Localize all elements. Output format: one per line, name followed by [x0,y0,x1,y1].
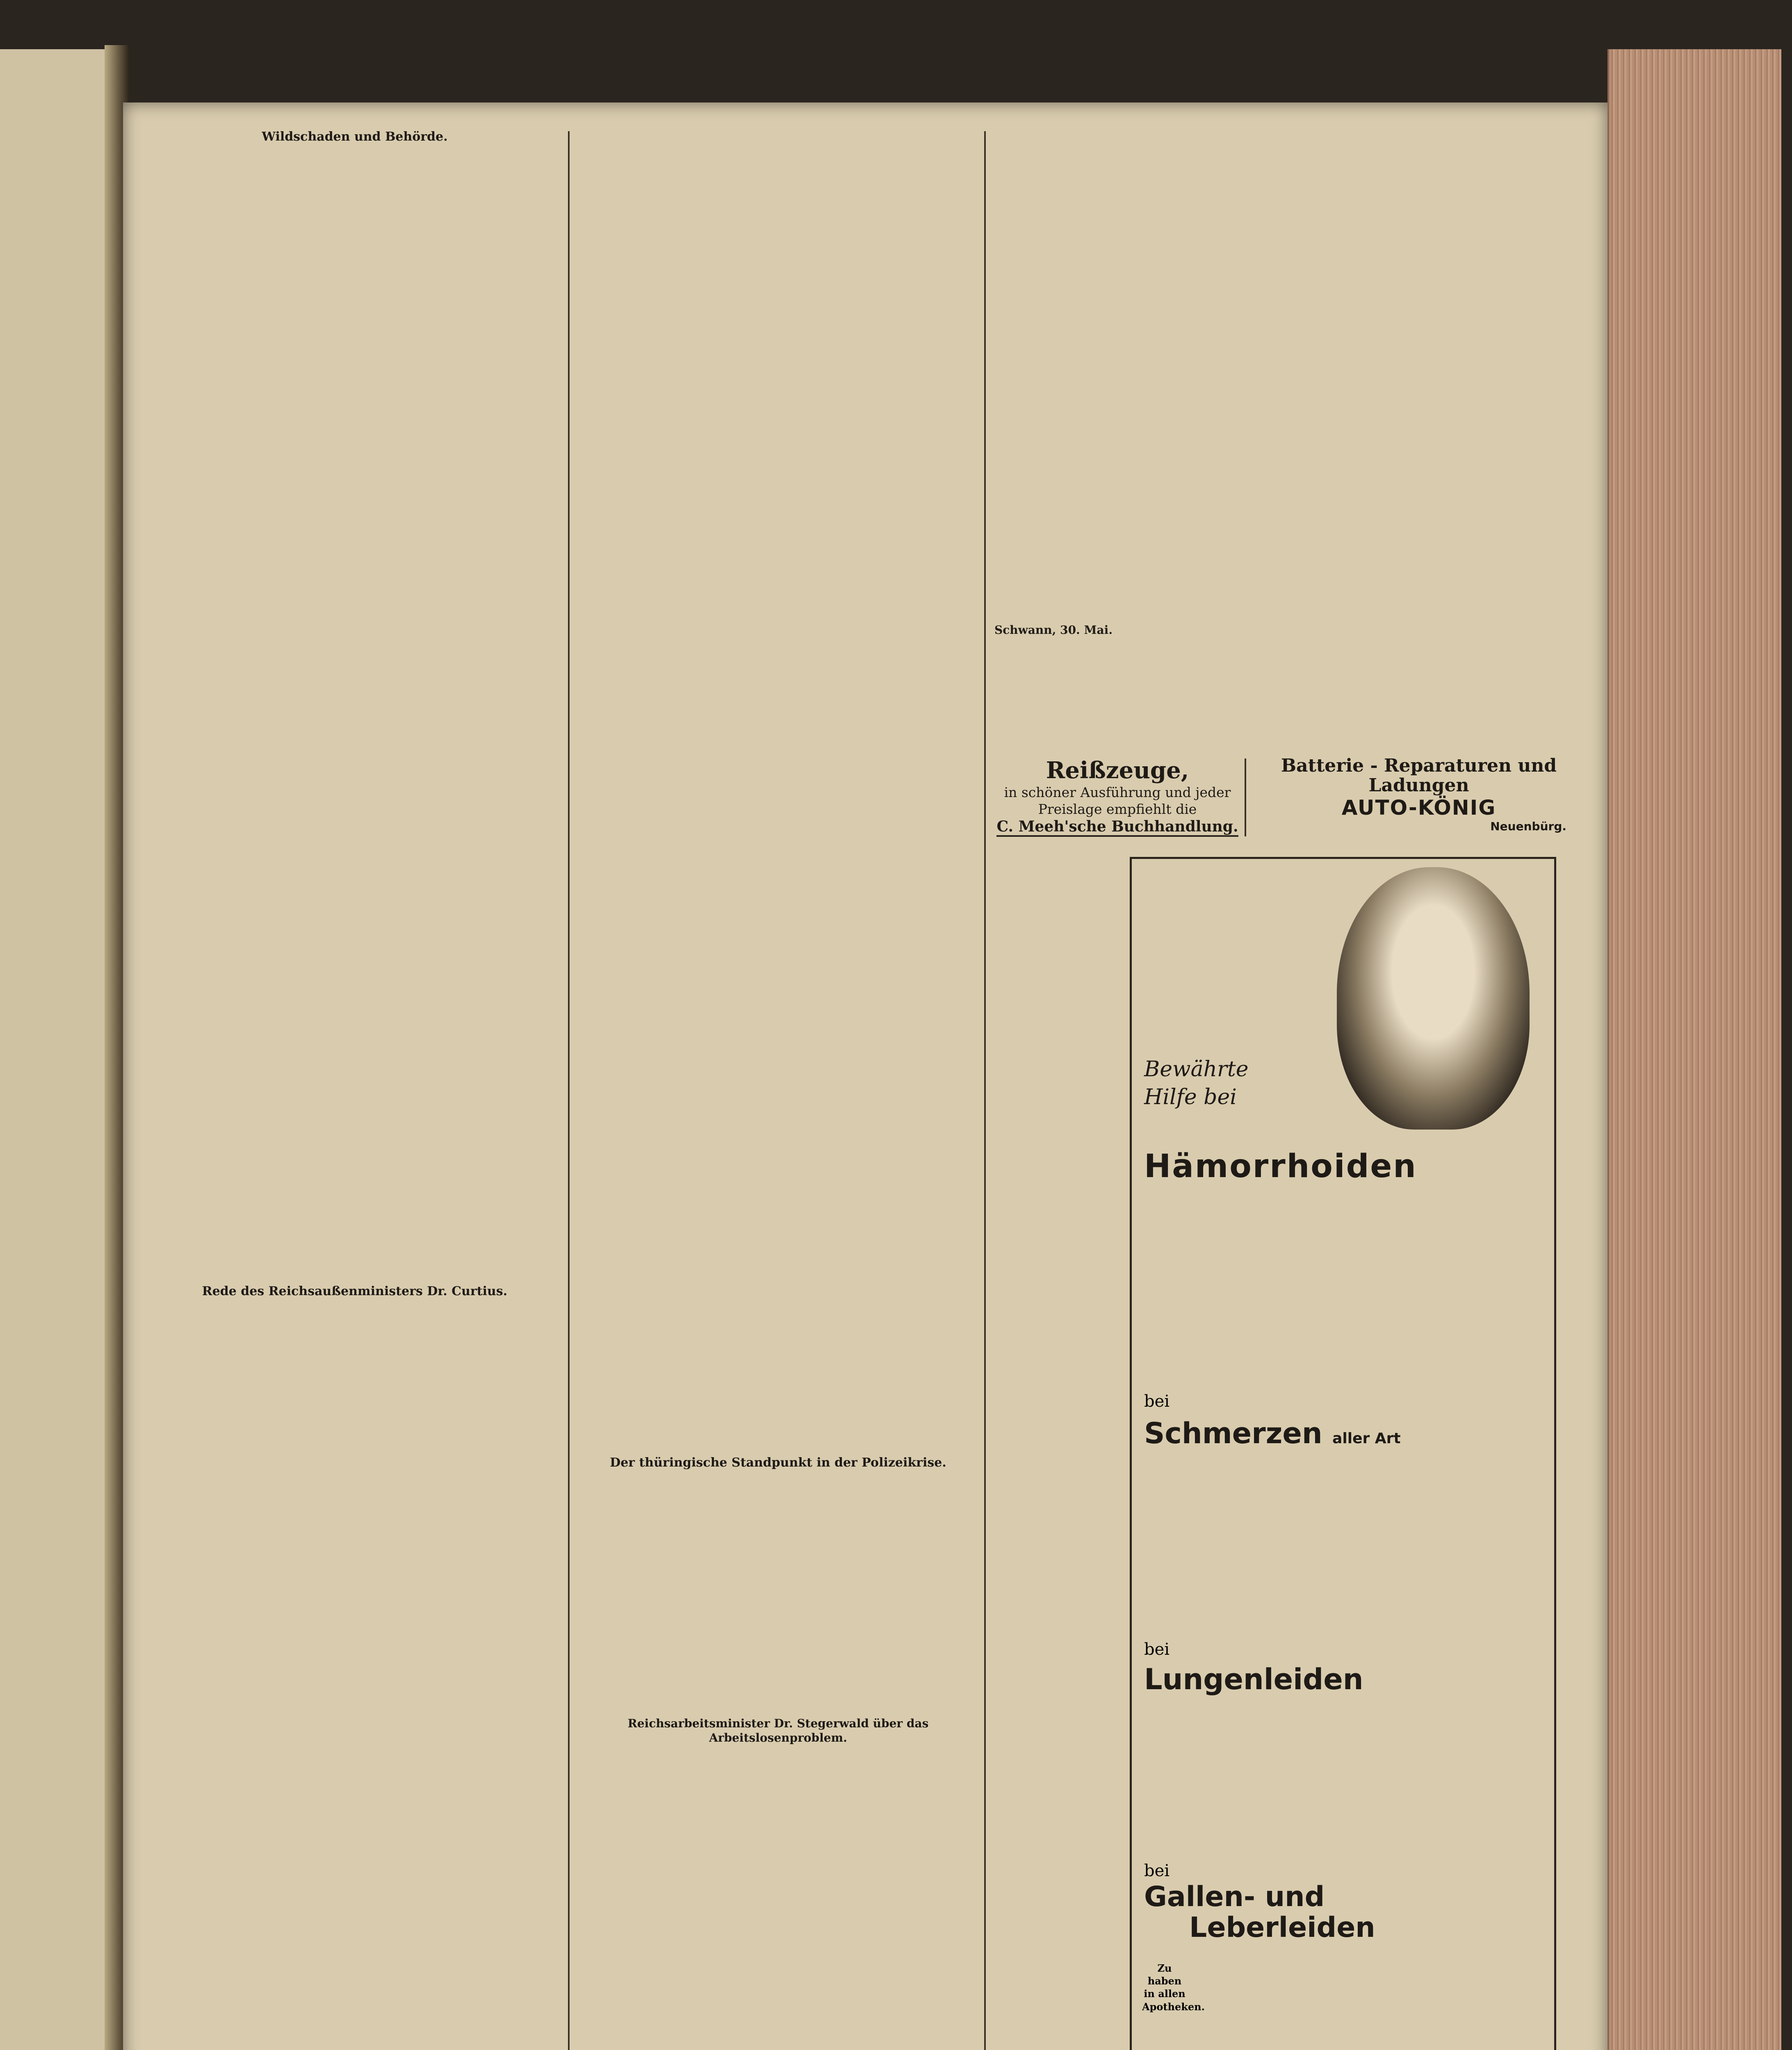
heading-schmerzen [1144,1417,1401,1450]
heading-gallen-leber [1144,1882,1375,1943]
heading-lungenleiden: Lungenleiden [1144,1663,1363,1696]
page-stack-edges [1607,49,1781,2050]
column-middle-article [578,127,978,2050]
heading-haemorrhoiden: Hämorrhoiden [1144,1148,1417,1185]
article-heading-wildschaden: Wildschaden und Behörde. [262,130,448,144]
ad-reisszeuge [996,754,1238,836]
heading-schmerzen-suffix: aller Art [1332,1430,1401,1447]
portrait-image [1337,867,1530,1130]
ad-intro [1144,1056,1249,1111]
column-left-article [148,127,562,2050]
bei-label: bei [1144,1392,1170,1411]
heading-gallen: Gallen- und [1144,1881,1325,1913]
ad-divider [1245,758,1246,836]
dateline-schwann: Schwann, 30. Mai. [994,623,1113,637]
column-right-article [994,127,1585,767]
ad-batterie-firm: AUTO-KÖNIG [1341,795,1496,820]
ad-reisszeuge-title: Reißzeuge, [1046,757,1189,784]
column-rule [984,131,986,2050]
article-heading-thueringen: Der thüringische Standpunkt in der Polizeikrise. [610,1456,946,1470]
left-page-edge [0,49,115,2050]
article-heading-stegerwald: Reichsarbeitsminister Dr. Stegerwald über das Arbeitslosenproblem. [627,1717,929,1745]
article-heading-curtius: Rede des Reichsaußenministers Dr. Curtius. [202,1284,508,1298]
bei-label: bei [1144,1640,1170,1659]
column-rule [568,131,570,2050]
heading-leber: Leberleiden [1189,1911,1375,1944]
bei-label: bei [1144,1861,1170,1880]
ad-pfarrer-heumann [1130,857,1556,2050]
ad-batterie-title: Batterie - Reparaturen und Ladungen [1281,755,1557,796]
ad-reisszeuge-firm: C. Meeh'sche Buchhandlung. [996,818,1238,837]
ad-batterie-town: Neuenbürg. [1490,819,1566,833]
ad-batterie [1255,754,1583,836]
ad-reisszeuge-text: in schöner Ausführung und jeder Preislage empfiehlt die [1004,784,1231,818]
heading-schmerzen-text: Schmerzen [1144,1417,1322,1450]
ad-intro-line2: Hilfe bei [1144,1084,1237,1109]
newspaper-page [123,102,1607,2050]
side-note-apotheken: Zu haben in allen Apotheken. [1142,1962,1205,2013]
ad-intro-line1: Bewährte [1144,1057,1249,1082]
